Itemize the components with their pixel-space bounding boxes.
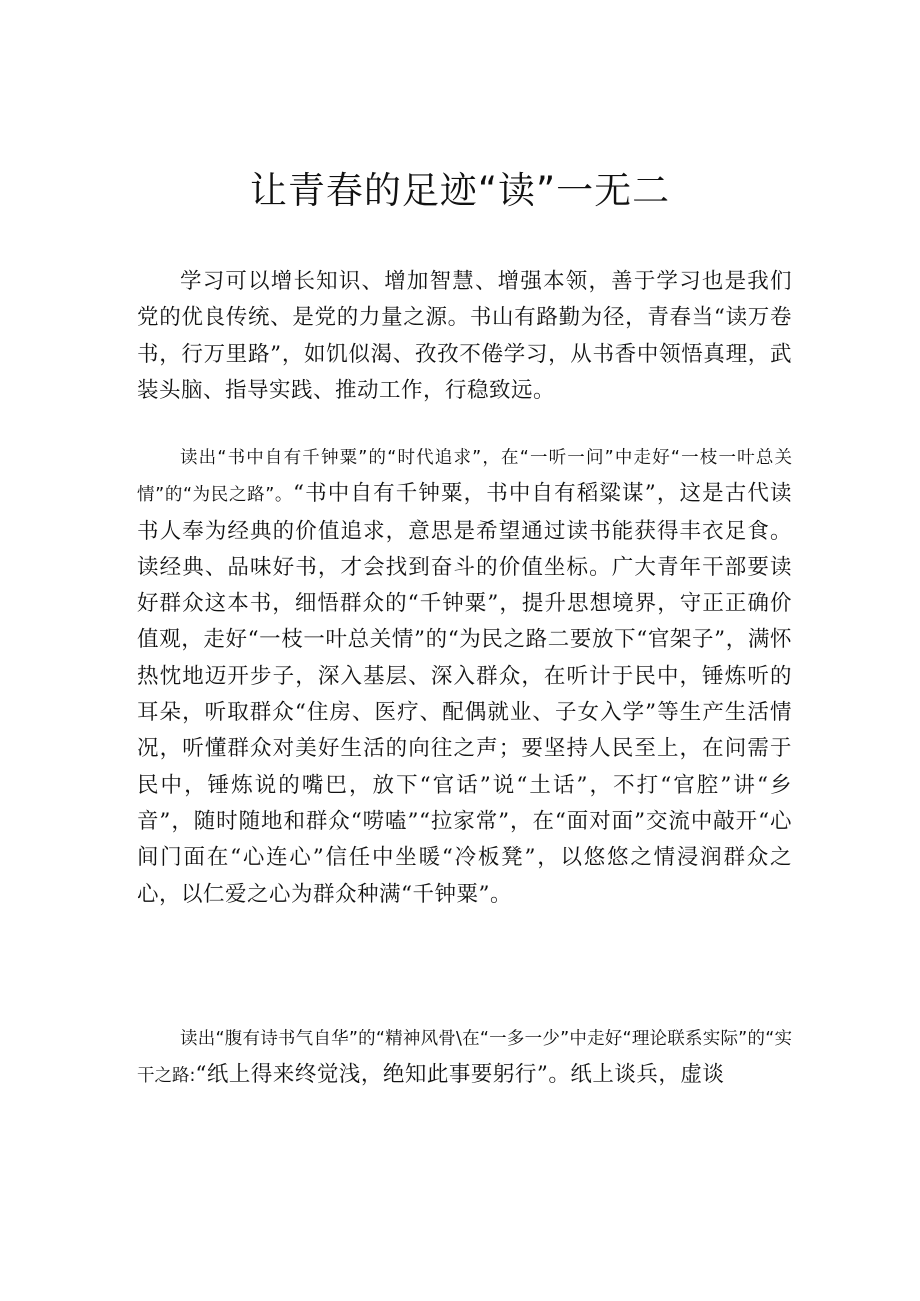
paragraph-text: 学习可以增长知识、增加智慧、增强本领，善于学习也是我们党的优良传统、是党的力量之源。书山有路勤为径，青春当“读万卷书，行万里路”，如饥似渴、孜孜不倦学习，从书香中领悟真理，武装头脑、指导实践、推动工作，行稳致远。 bbox=[137, 269, 792, 403]
paragraph-section-2 bbox=[137, 1020, 792, 1095]
paragraph-text: “书中自有千钟粟，书中自有稻粱谋”，这是古代读书人奉为经典的价值追求，意思是希望通过读书能获得丰衣足食。读经典、品味好书，才会找到奋斗的价值坐标。广大青年干部要读好群众这本书，细悟群众的“千钟粟”，提升思想境界，守正正确价值观，走好“一枝一叶总关情”的“为民之路二要放下“官架子”，满怀热忱地迈开步子，深入基层、深入群众，在听计于民中，锤炼听的耳朵，听取群众“住房、医疗、配偶就业、子女入学”等生产生活情况，听懂群众对美好生活的向往之声；要坚持人民至上，在问需于民中，锤炼说的嘴巴，放下“官话”说“土话”，不打“官腔”讲“乡音”，随时随地和群众“唠嗑”“拉家常”，在“面对面”交流中敲开“心间门面在“心连心”信任中坐暖“冷板凳”，以悠悠之情浸润群众之心，以仁爱之心为群众种满“千钟粟”。 bbox=[137, 481, 792, 907]
section-heading: 读出“腹有诗书气自华”的“精神风骨\在“一多一少”中走好“理论联系实际”的“实干之路: bbox=[137, 1029, 792, 1087]
paragraph-text: “纸上得来终觉浅，绝知此事要躬行”。纸上谈兵，虚谈 bbox=[195, 1062, 725, 1088]
paragraph-section-1 bbox=[137, 439, 792, 913]
page-title: 让青春的足迹“读”一无二 bbox=[249, 169, 671, 212]
paragraph-intro bbox=[137, 264, 792, 409]
section-heading: 读出“书中自有千钟粟”的“时代追求”，在“一听一问”中走好“一枝一叶总关情”的“为民之路”。 bbox=[137, 448, 792, 506]
